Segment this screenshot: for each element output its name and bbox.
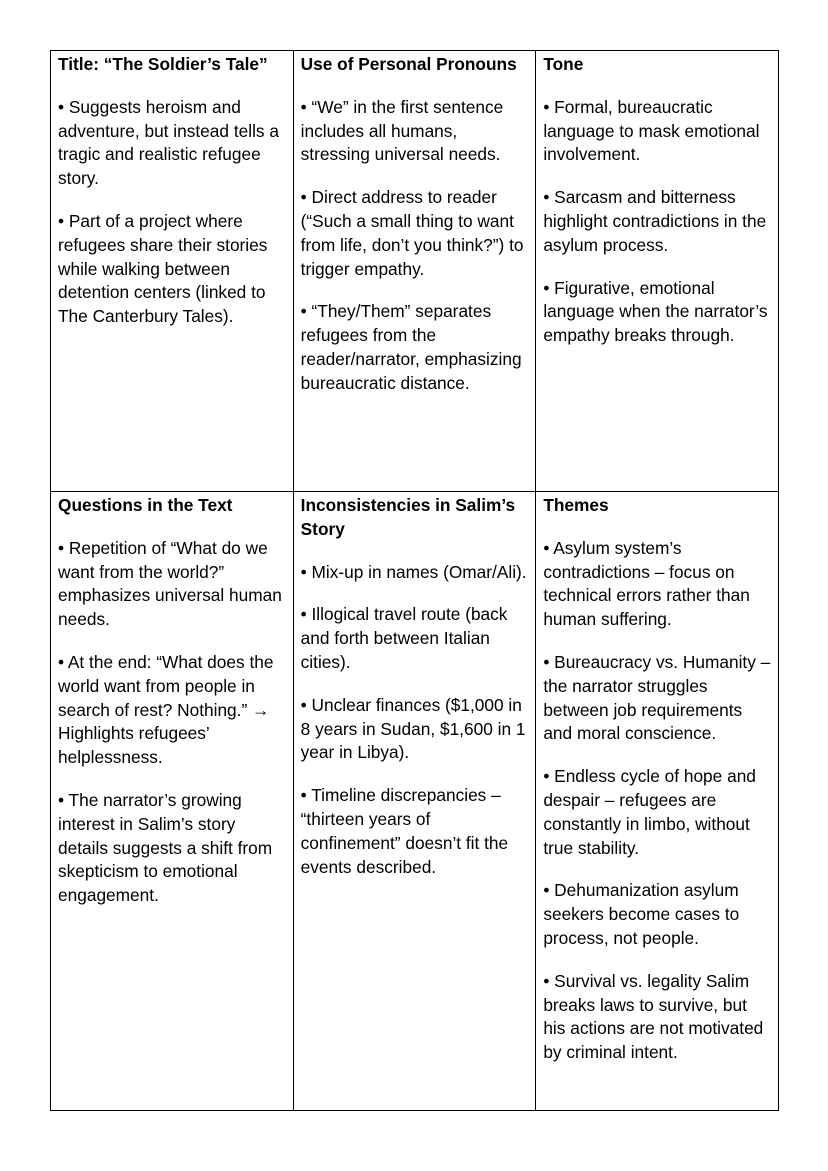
bullet-point: • Repetition of “What do we want from the world?” emphasizes universal human needs. [58, 537, 282, 630]
bullet-point: • Dehumanization asylum seekers become cases to process, not people. [543, 880, 740, 948]
table-cell [51, 51, 294, 492]
table-cell [293, 492, 536, 1111]
bullet-point: • Survival vs. legality Salim breaks laws to survive, but his actions are not motivated by criminal intent. [543, 970, 764, 1063]
bullet-point: • Asylum system’s contradictions – focus on technical errors rather than human suffering. [543, 537, 750, 630]
bullet-point: • Illogical travel route (back and forth between Italian cities). [300, 604, 508, 672]
bullet-point: • Endless cycle of hope and despair – refugees are constantly in limbo, without true stability. [543, 766, 756, 858]
analysis-table [50, 50, 779, 1111]
bullet-point: • Bureaucracy vs. Humanity – the narrator struggles between job requirements and moral conscience. [543, 651, 771, 744]
table-cell [51, 492, 294, 1111]
bullet-point: • The narrator’s growing interest in Salim’s story details suggests a shift from skepticism to emotional engagement. [58, 789, 273, 906]
cell-heading: Use of Personal Pronouns [300, 54, 517, 74]
bullet-point: • Sarcasm and bitterness highlight contradictions in the asylum process. [543, 187, 767, 255]
bullet-point: • “We” in the first sentence includes all humans, stressing universal needs. [300, 96, 504, 165]
table-cell [293, 51, 536, 492]
table-cell [536, 51, 779, 492]
bullet-point: • Figurative, emotional language when the narrator’s empathy breaks through. [543, 277, 768, 346]
bullet-point: • Part of a project where refugees share their stories while walking between detention centers (linked to The Canterbury Tales). [58, 210, 268, 327]
cell-heading: Tone [543, 54, 584, 74]
bullet-point: • Unclear finances ($1,000 in 8 years in Sudan, $1,600 in 1 year in Libya). [300, 694, 526, 763]
table-row [51, 492, 779, 1111]
bullet-point: • Timeline discrepancies – “thirteen years of confinement” doesn’t fit the events described. [300, 785, 509, 877]
cell-heading: Title: “The Soldier’s Tale” [58, 54, 268, 74]
bullet-point: • At the end: “What does the world want from people in search of rest? Nothing.” → Highlights refugees’ helplessness. [58, 651, 274, 768]
bullet-point: • Formal, bureaucratic language to mask emotional involvement. [543, 96, 760, 165]
bullet-point: • Direct address to reader (“Such a small thing to want from life, don’t you think?”) to trigger empathy. [300, 187, 524, 279]
table-cell [536, 492, 779, 1111]
bullet-point: • “They/Them” separates refugees from the reader/narrator, emphasizing bureaucratic distance. [300, 301, 522, 393]
cell-heading: Themes [543, 495, 609, 515]
table-row [51, 51, 779, 492]
cell-heading: Questions in the Text [58, 495, 233, 515]
cell-heading: Inconsistencies in Salim’s Story [300, 495, 516, 539]
bullet-point: • Suggests heroism and adventure, but instead tells a tragic and realistic refugee story. [58, 96, 279, 189]
bullet-point: • Mix-up in names (Omar/Ali). [300, 561, 527, 582]
